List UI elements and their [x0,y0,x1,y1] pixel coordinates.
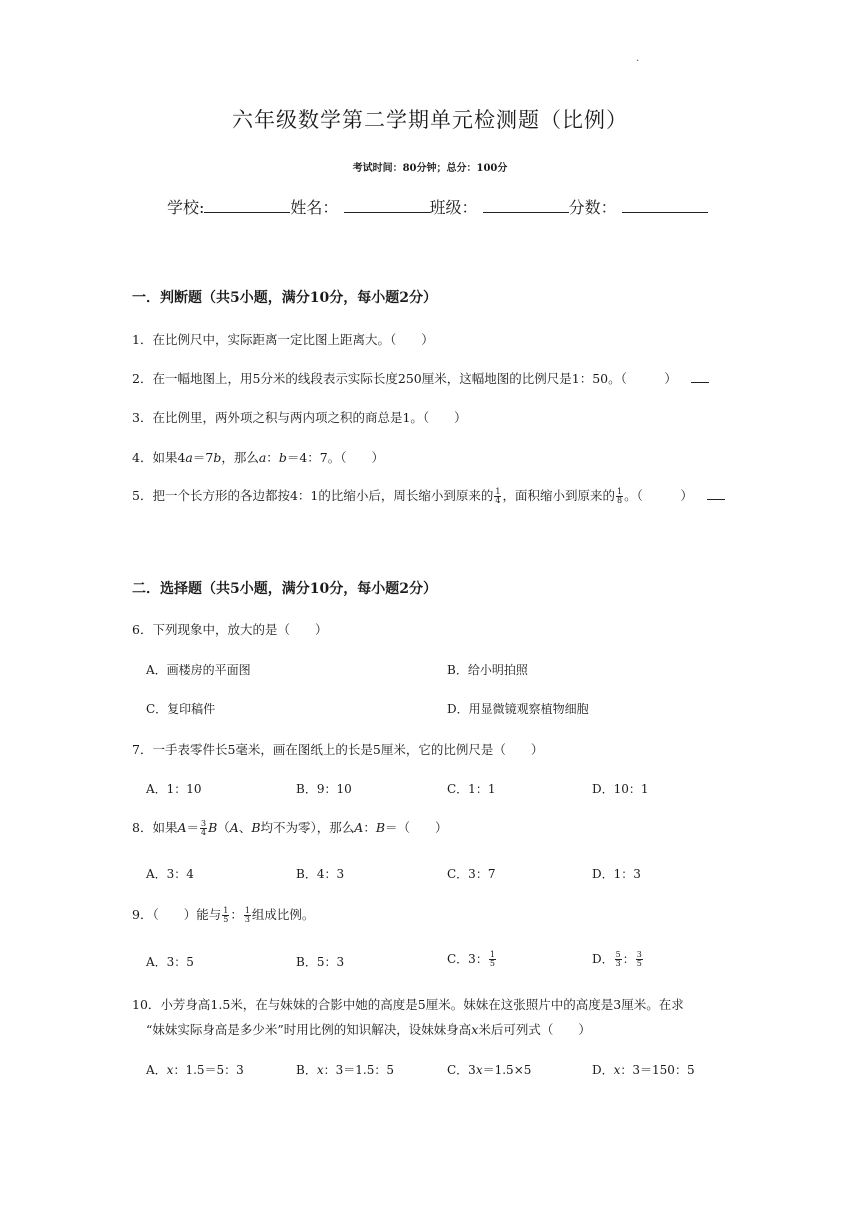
q8-text: 均不为零），那么 [260,820,355,835]
corner-mark: · [636,56,640,67]
option-text: ：3＝150：5 [620,1063,695,1077]
var-x: x [475,1063,483,1077]
question-1: 1．在比例尺中，实际距离一定比图上距离大。（ ） [132,332,434,347]
option-text: ：1.5＝5：3 [173,1063,244,1077]
q9-option-a[interactable]: A．3：5 [146,955,194,969]
question-7: 7．一手表零件长5毫米，画在图纸上的长是5厘米，它的比例尺是（ ） [132,742,544,757]
q8-text: 、 [238,820,252,835]
q6-option-c[interactable]: C．复印稿件 [146,702,216,716]
q8-option-a[interactable]: A．3：4 [146,867,194,881]
q6-option-b[interactable]: B．给小明拍照 [447,663,528,677]
var-B: B [208,820,218,835]
fraction [489,951,496,968]
denominator: 5 [223,915,229,924]
q8-text: （ [217,820,230,835]
denominator: 3 [244,915,250,924]
question-2 [132,369,709,387]
q8-text: ＝ [186,820,199,835]
numerator: 3 [201,819,207,828]
numerator: 1 [489,950,495,959]
denominator: 4 [495,496,501,505]
option-text: C．3 [447,1063,476,1077]
class-field[interactable] [483,198,569,213]
exam-info: 考试时间：80分钟；总分：100分 [352,163,508,174]
q9-text: ： [230,907,243,922]
option-text: D． [592,952,614,966]
var-A: A [229,820,239,835]
q6-option-a[interactable]: A．画楼房的平面图 [146,663,251,677]
page-title: 六年级数学第二学期单元检测题（比例） [232,108,628,132]
fraction [636,951,643,968]
q4-text: ＝7 [192,450,214,465]
student-info-row [167,195,708,218]
question-4 [132,448,384,466]
question-8 [132,818,448,837]
var-B: B [375,820,386,835]
numerator: 3 [636,950,642,959]
var-x: x [316,1063,324,1077]
q10-option-a[interactable] [146,1061,244,1078]
question-9 [132,905,314,924]
q9-option-c[interactable] [447,950,497,968]
denominator: 5 [636,959,642,968]
denominator: 4 [201,828,207,837]
var-x: x [471,1022,479,1037]
question-10-line-2 [146,1020,591,1038]
class-label: 班级： [429,198,478,217]
q9-option-d[interactable] [592,950,644,968]
question-3: 3．在比例里，两外项之积与两内项之积的商总是1。（ ） [132,410,467,425]
var-b: b [278,450,287,465]
option-text: ： [622,952,635,966]
section-heading-judgement: 一．判断题（共5小题，满分10分，每小题2分） [132,290,437,306]
q10-option-d[interactable] [592,1061,695,1078]
q8-option-c[interactable]: C．3：7 [447,867,496,881]
q9-text: 组成比例。 [251,907,315,922]
fraction [244,907,251,924]
q6-option-d[interactable]: D．用显微镜观察植物细胞 [447,702,589,716]
q10-text: 米后可列式（ ） [478,1022,591,1037]
var-x: x [166,1063,174,1077]
q4-text: 4．如果4 [132,450,186,465]
q7-option-a[interactable]: A．1：10 [146,782,202,796]
q5-text: 。（ ） [624,488,693,503]
answer-underline [707,487,725,500]
option-text: ＝1.5×5 [482,1063,532,1077]
q7-option-c[interactable]: C．1：1 [447,782,496,796]
question-5 [132,486,725,505]
school-label: 学校: [167,198,205,217]
school-field[interactable] [204,198,290,213]
question-6: 6．下列现象中，放大的是（ ） [132,622,328,637]
q5-text: 5．把一个长方形的各边都按4：1的比缩小后，周长缩小到原来的 [132,488,494,503]
option-text: D． [592,1063,614,1077]
fraction [222,907,229,924]
q10-text: “妹妹实际身高是多少米”时用比例的知识解决，设妹妹身高 [146,1022,472,1037]
option-text: A． [146,1063,167,1077]
score-label: 分数： [568,198,617,217]
option-text: ：3＝1.5：5 [323,1063,394,1077]
numerator: 1 [495,487,501,496]
q8-text: 8．如果 [132,820,178,835]
var-A: A [354,820,364,835]
q4-text: ： [266,450,279,465]
var-a: a [185,450,193,465]
q9-option-b[interactable]: B．5：3 [296,955,345,969]
q5-text: ，面积缩小到原来的 [502,488,615,503]
q7-option-d[interactable]: D．10：1 [592,782,649,796]
q10-option-c[interactable] [447,1061,531,1078]
score-field[interactable] [622,198,708,213]
name-label: 姓名： [290,198,339,217]
var-B: B [251,820,261,835]
fraction [615,951,622,968]
q9-text: 9．（ ）能与 [132,907,222,922]
fraction [616,488,623,505]
fraction [200,820,207,837]
numerator: 1 [244,906,250,915]
q8-text: ＝（ ） [385,820,448,835]
name-field[interactable] [344,198,430,213]
q4-text: ，那么 [221,450,259,465]
var-b: b [213,450,222,465]
numerator: 1 [223,906,229,915]
q10-option-b[interactable] [296,1061,394,1078]
fraction [494,488,501,505]
denominator: 8 [616,496,623,505]
denominator: 5 [489,959,495,968]
q8-option-d[interactable]: D．1：3 [592,867,641,881]
q8-option-b[interactable]: B．4：3 [296,867,345,881]
var-a: a [258,450,267,465]
option-text: B． [296,1063,317,1077]
option-text: C．3： [447,952,488,966]
q7-option-b[interactable]: B．9：10 [296,782,352,796]
numerator: 1 [616,487,623,496]
q8-text: ： [363,820,376,835]
section-heading-choice: 二．选择题（共5小题，满分10分，每小题2分） [132,581,437,597]
question-2-text: 2．在一幅地图上，用5分米的线段表示实际长度250厘米，这幅地图的比例尺是1：50。（ ） [132,371,677,386]
var-x: x [613,1063,621,1077]
answer-underline [691,370,709,383]
q4-text: ＝4：7。（ ） [286,450,384,465]
question-10-line-1: 10．小芳身高1.5米，在与妹妹的合影中她的高度是5厘米。妹妹在这张照片中的高度是3厘米。在求 [132,997,684,1012]
denominator: 3 [615,959,621,968]
var-A: A [177,820,187,835]
numerator: 5 [615,950,621,959]
